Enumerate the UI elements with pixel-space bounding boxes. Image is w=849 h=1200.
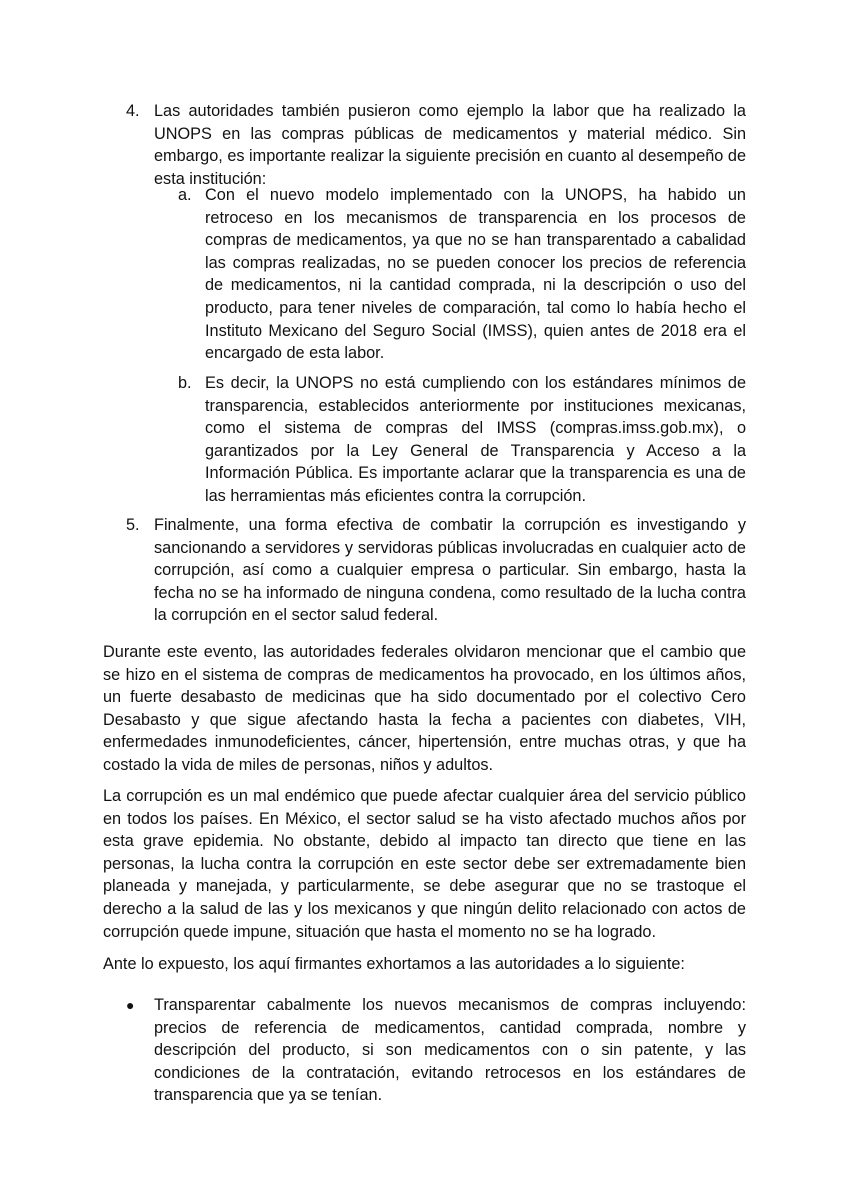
sub-item-a	[178, 184, 746, 365]
list-item-text: Con el nuevo modelo implementado con la UNOPS, ha habido un retroceso en los mecanismos de transparencia en los procesos de compras de medicamentos, ya que no se han transparentado a cabalidad las compras realizadas, no se pueden conocer los precios de referencia de medicamentos, ni la cantidad comprada, ni la descripción o uso del producto, para tener niveles de comparación, tal como lo había hecho el Instituto Mexicano del Seguro Social (IMSS), quien antes de 2018 era el encargado de esta labor.	[205, 186, 746, 363]
list-item-text: Las autoridades también pusieron como ejemplo la labor que ha realizado la UNOPS en las compras públicas de medicamentos y material médico. Sin embargo, es importante realizar la siguiente precisión en cuanto al desempeño de esta institución:	[154, 102, 746, 188]
list-marker: b.	[178, 374, 192, 392]
paragraph-desabasto: Durante este evento, las autoridades federales olvidaron mencionar que el cambio que se hizo en el sistema de compras de medicamentos ha provocado, en los últimos años, un fuerte desabasto de medicinas que ha sido documentado por el colectivo Cero Desabasto y que sigue afectando hasta la fecha a pacientes con diabetes, VIH, enfermedades inmunodeficientes, cáncer, hipertensión, entre muchas otras, y que ha costado la vida de miles de personas, niños y adultos.	[103, 643, 746, 774]
list-item-text: Transparentar cabalmente los nuevos mecanismos de compras incluyendo: precios de referencia de medicamentos, cantidad comprada, nombre y descripción del producto, si son medicamentos con o sin patente, y las condiciones de la contratación, evitando retrocesos en los estándares de transparencia que ya se tenían.	[154, 996, 746, 1105]
bullet-item-transparentar	[126, 994, 746, 1107]
numbered-item-5	[126, 514, 746, 627]
list-marker: 5.	[126, 516, 140, 534]
numbered-item-4	[126, 100, 746, 190]
list-marker: 4.	[126, 102, 140, 120]
paragraph-corrupcion: La corrupción es un mal endémico que puede afectar cualquier área del servicio público en todos los países. En México, el sector salud se ha visto afectado muchos años por esta grave epidemia. No obstante, debido al impacto tan directo que tiene en las personas, la lucha contra la corrupción en este sector debe ser extremadamente bien planeada y manejada, y particularmente, se debe asegurar que no se trastoque el derecho a la salud de las y los mexicanos y que ningún delito relacionado con actos de corrupción quede impune, situación que hasta el momento no se ha logrado.	[103, 787, 746, 941]
list-item-text: Es decir, la UNOPS no está cumpliendo con los estándares mínimos de transparencia, establecidos anteriormente por instituciones mexicanas, como el sistema de compras del IMSS (compras.imss.gob.mx), o garantizados por la Ley General de Transparencia y Acceso a la Información Pública. Es importante aclarar que la transparencia es una de las herramientas más eficientes contra la corrupción.	[205, 374, 746, 505]
list-marker: a.	[178, 186, 192, 204]
sub-item-b	[178, 372, 746, 508]
paragraph-exhorto: Ante lo expuesto, los aquí firmantes exhortamos a las autoridades a lo siguiente:	[103, 955, 685, 973]
list-item-text: Finalmente, una forma efectiva de combatir la corrupción es investigando y sancionando a servidores y servidoras públicas involucradas en cualquier acto de corrupción, así como a cualquier empresa o particular. Sin embargo, hasta la fecha no se ha informado de ninguna condena, como resultado de la lucha contra la corrupción en el sector salud federal.	[154, 516, 746, 625]
bullet-icon: ●	[126, 997, 135, 1013]
